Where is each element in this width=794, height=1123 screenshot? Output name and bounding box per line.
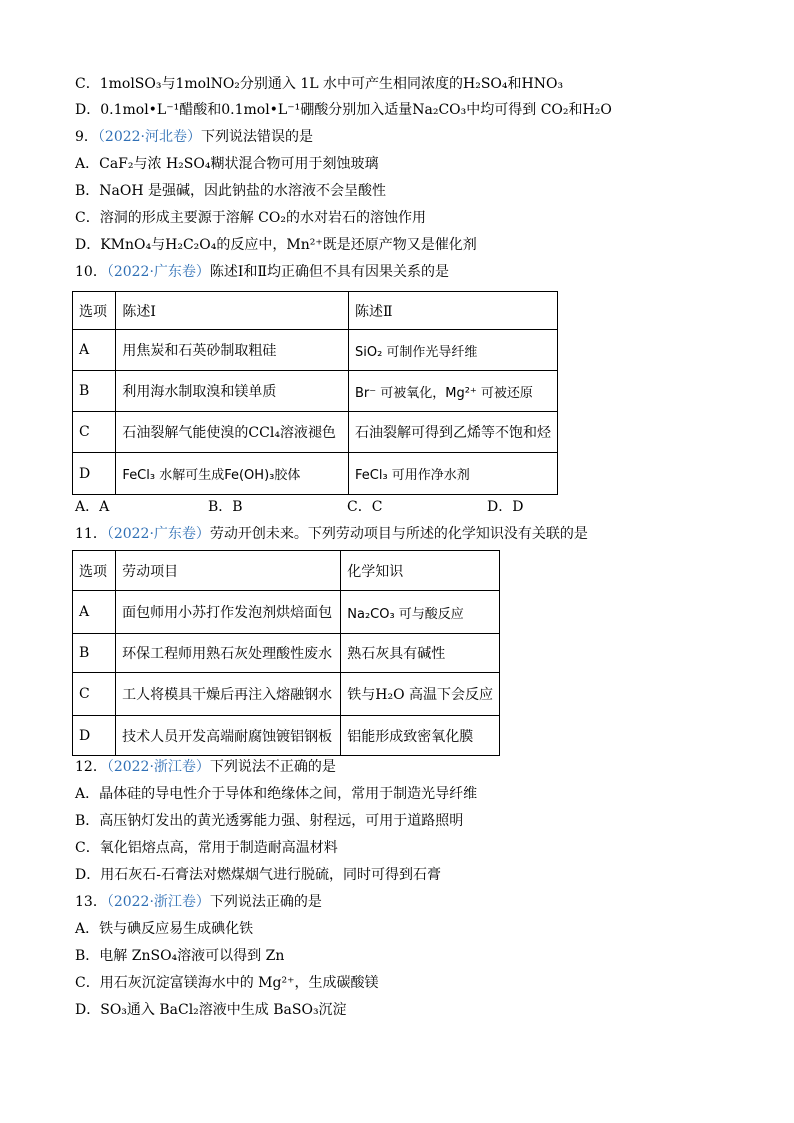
table-cell: B: [73, 634, 116, 673]
table-cell: 利用海水制取溴和镁单质: [116, 371, 349, 412]
table-cell: 技术人员开发高端耐腐蚀镀铝钢板: [116, 716, 341, 756]
table-header: 陈述Ⅱ: [348, 292, 557, 330]
q12-source: （2022·浙江卷）: [106, 759, 210, 775]
table-cell: A: [73, 330, 116, 371]
q12-stem-text: 下列说法不正确的是: [209, 759, 336, 775]
q9-option-b: B．NaOH 是强碱，因此钠盐的水溶液不会呈酸性: [75, 183, 387, 199]
q9-option-d: D．KMnO₄与H₂C₂O₄的反应中，Mn²⁺既是还原产物又是催化剂: [75, 237, 477, 253]
table-cell: A: [73, 591, 116, 634]
q10-answer-c: C．C: [347, 499, 383, 515]
table-row: [73, 412, 558, 453]
table-row: [73, 453, 558, 495]
table-row: [73, 716, 500, 756]
table-row: [73, 371, 558, 412]
table-header: 选项: [73, 292, 116, 330]
q12-option-b: B．高压钠灯发出的黄光透雾能力强、射程远，可用于道路照明: [75, 813, 464, 829]
q10-answer-a: A．A: [75, 499, 110, 515]
table-cell: 铁与H₂O 高温下会反应: [341, 673, 500, 716]
q9-option-c: C．溶洞的形成主要源于溶解 CO₂的水对岩石的溶蚀作用: [75, 210, 426, 226]
table-cell: Na₂CO₃ 可与酸反应: [341, 591, 500, 634]
q10-answer-b: B．B: [208, 499, 243, 515]
table-row: [73, 330, 558, 371]
q10-source: （2022·广东卷）: [106, 264, 210, 280]
q12-option-c: C．氧化铝熔点高，常用于制造耐高温材料: [75, 840, 338, 856]
table-cell: B: [73, 371, 116, 412]
table-cell: 环保工程师用熟石灰处理酸性废水: [116, 634, 341, 673]
table-cell: C: [73, 412, 116, 453]
table-header: 陈述Ⅰ: [116, 292, 349, 330]
table-header-row: [73, 292, 558, 330]
q9-stem-text: 下列说法错误的是: [201, 129, 314, 145]
q13-source: （2022·浙江卷）: [106, 894, 210, 910]
table-cell: D: [73, 716, 116, 756]
table-cell: 熟石灰具有碱性: [341, 634, 500, 673]
q13-stem-text: 下列说法正确的是: [209, 894, 322, 910]
q13-stem: [75, 892, 322, 912]
table-cell: SiO₂ 可制作光导纤维: [348, 330, 557, 371]
q8-option-d: D．0.1mol•L⁻¹醋酸和0.1mol•L⁻¹硼酸分别加入适量Na₂CO₃中均可得到 CO₂和H₂O: [75, 102, 612, 118]
table-header: 劳动项目: [116, 551, 341, 591]
q12-stem: [75, 757, 336, 777]
q10-stem-text: 陈述Ⅰ和Ⅱ均正确但不具有因果关系的是: [209, 264, 449, 280]
q8-option-c: C．1molSO₃与1molNO₂分别通入 1L 水中可产生相同浓度的H₂SO₄和HNO₃: [75, 76, 564, 92]
q9-number: 9．: [75, 129, 98, 145]
table-cell: 石油裂解气能使溴的CCl₄溶液褪色: [116, 412, 349, 453]
q12-option-a: A．晶体硅的导电性介于导体和绝缘体之间，常用于制造光导纤维: [75, 786, 478, 802]
table-cell: D: [73, 453, 116, 495]
q11-number: 11．: [75, 526, 107, 542]
q11-source: （2022·广东卷）: [106, 526, 210, 542]
table-cell: 用焦炭和石英砂制取粗硅: [116, 330, 349, 371]
table-cell: FeCl₃ 水解可生成Fe(OH)₃胶体: [116, 453, 349, 495]
table-cell: FeCl₃ 可用作净水剂: [348, 453, 557, 495]
q13-option-d: D．SO₃通入 BaCl₂溶液中生成 BaSO₃沉淀: [75, 1002, 347, 1018]
table-cell: C: [73, 673, 116, 716]
table-header: 选项: [73, 551, 116, 591]
q9-stem: [75, 127, 313, 147]
table-cell: 面包师用小苏打作发泡剂烘焙面包: [116, 591, 341, 634]
q10-table: [72, 291, 558, 495]
q10-answer-d: D．D: [487, 499, 524, 515]
q10-number: 10．: [75, 264, 107, 280]
q9-option-a: A．CaF₂与浓 H₂SO₄糊状混合物可用于刻蚀玻璃: [75, 156, 379, 172]
table-header: 化学知识: [341, 551, 500, 591]
q11-stem: [75, 524, 588, 544]
q13-option-a: A．铁与碘反应易生成碘化铁: [75, 921, 254, 937]
q13-option-b: B．电解 ZnSO₄溶液可以得到 Zn: [75, 948, 285, 964]
table-row: [73, 591, 500, 634]
table-row: [73, 673, 500, 716]
q13-option-c: C．用石灰沉淀富镁海水中的 Mg²⁺，生成碳酸镁: [75, 975, 379, 991]
table-cell: 工人将模具干燥后再注入熔融钢水: [116, 673, 341, 716]
table-row: [73, 634, 500, 673]
q11-stem-text: 劳动开创未来。下列劳动项目与所述的化学知识没有关联的是: [209, 526, 588, 542]
q12-number: 12．: [75, 759, 107, 775]
table-header-row: [73, 551, 500, 591]
q12-option-d: D．用石灰石-石膏法对燃煤烟气进行脱硫，同时可得到石膏: [75, 867, 441, 883]
table-cell: 石油裂解可得到乙烯等不饱和烃: [348, 412, 557, 453]
q13-number: 13．: [75, 894, 107, 910]
table-cell: Br⁻ 可被氧化，Mg²⁺ 可被还原: [348, 371, 557, 412]
q11-table: [72, 550, 500, 756]
q10-stem: [75, 262, 449, 282]
table-cell: 铝能形成致密氧化膜: [341, 716, 500, 756]
q9-source: （2022·河北卷）: [97, 129, 202, 145]
